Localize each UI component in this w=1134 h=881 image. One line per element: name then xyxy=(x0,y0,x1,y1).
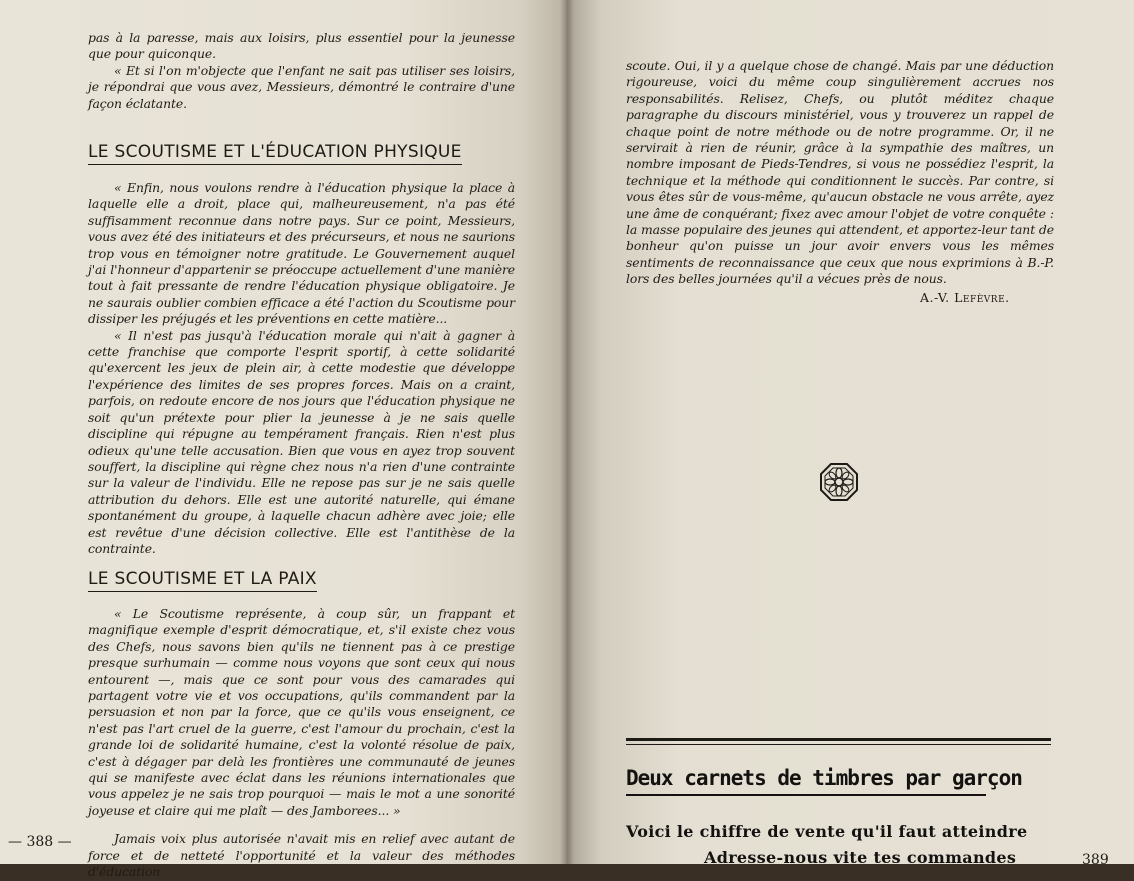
intro-paragraph-1: pas à la paresse, mais aux loisirs, plus essentiel pour la jeunesse que pour quiconque. xyxy=(88,30,515,62)
section2-paragraph-2: Jamais voix plus autorisée n'avait mis en relief avec autant de force et de netteté l'opportunité et la valeur des méthodes d'éducation xyxy=(88,831,515,880)
right-page xyxy=(567,0,1134,864)
ad-title: Deux carnets de timbres par garçon xyxy=(626,766,986,796)
ad-double-rule xyxy=(626,738,1051,745)
section1-text-block xyxy=(88,180,515,557)
left-page xyxy=(0,0,567,880)
right-paragraph: scoute. Oui, il y a quelque chose de changé. Mais par une déduction rigoureuse, voici du même coup singulièrement accrues nos responsabilités. Relisez, Chefs, ou plutôt méditez chaque paragraphe du discours ministériel, vous y trouverez un rappel de chaque point de notre méthode ou de notre programme. Or, il ne servirait à rien de réunir, grâce à la sympathie des maîtres, un nombre imposant de Pieds-Tendres, si vous ne possédiez l'esprit, la technique et la méthode qui conditionnent le succès. Par contre, si vous êtes sûr de vous-même, qu'aucun obstacle ne vous arrête, ayez une âme de conquérant; fixez avec amour l'objet de votre conquête : la masse populaire des jeunes qui attendent, et apportez-leur tant de bonheur qu'on puisse un jour avoir envers vous les mêmes sentiments de reconnaissance que ceux que nous exprimions à B.-P. lors des belles journées qu'il a vécues près de nous. xyxy=(626,58,1054,287)
section2-text-block xyxy=(88,606,515,881)
section-heading-paix: LE SCOUTISME ET LA PAIX xyxy=(88,569,317,592)
book-gutter-shadow xyxy=(560,0,574,864)
octagonal-rosette-ornament-icon xyxy=(819,462,859,502)
intro-paragraph-2: « Et si l'on m'objecte que l'enfant ne sait pas utiliser ses loisirs, je répondrai que vous avez, Messieurs, démontré le contraire d'une façon éclatante. xyxy=(88,62,515,111)
ad-line-1: Voici le chiffre de vente qu'il faut atteindre xyxy=(626,822,1028,841)
author-signature: A.-V. Lefèvre. xyxy=(920,290,1010,305)
section1-paragraph-2: « Il n'est pas jusqu'à l'éducation morale qui n'ait à gagner à cette franchise que comporte l'esprit sportif, à cette solidarité qu'exercent les jeux de plein air, à cette modestie que développe l'expérience des limites de ses propres forces. Mais on a craint, parfois, on redoute encore de nos jours que l'éducation physique ne soit qu'un prétexte pour plier la jeunesse à je ne sais quelle discipline qui répugne au tempérament français. Rien n'est plus odieux qu'une telle accusation. Bien que vous en ayez trop souvent souffert, la discipline qui règne chez nous n'a rien d'une contrainte sur la valeur de l'individu. Elle ne repose pas sur je ne sais quelle attribution du dehors. Elle est une autorité naturelle, qui émane spontanément du groupe, à laquelle chacun adhère avec joie; elle est revêtue d'une décision collective. Elle est l'antithèse de la contrainte. xyxy=(88,327,515,556)
ad-rule-thick xyxy=(626,738,1051,741)
left-page-number: — 388 — xyxy=(8,834,72,850)
ad-rule-thin xyxy=(626,744,1051,745)
section1-paragraph-1: « Enfin, nous voulons rendre à l'éducation physique la place à laquelle elle a droit, place qui, malheureusement, n'a pas été suffisamment reconnue dans notre pays. Sur ce point, Messieurs, vous avez été des initiateurs et des précurseurs, et nous ne saurions trop vous en témoigner notre gratitude. Le Gouvernement auquel j'ai l'honneur d'appartenir se préoccupe actuellement d'une manière tout à fait pressante de rendre l'éducation physique obligatoire. Je ne saurais oublier combien efficace a été l'action du Scoutisme pour dissiper les préjugés et les préventions en cette matière... xyxy=(88,180,515,327)
intro-text-block xyxy=(88,30,515,112)
right-page-number: 389 xyxy=(1082,852,1109,868)
section-heading-education-physique: LE SCOUTISME ET L'ÉDUCATION PHYSIQUE xyxy=(88,142,462,165)
right-text-block xyxy=(626,58,1054,288)
section2-paragraph-1: « Le Scoutisme représente, à coup sûr, un frappant et magnifique exemple d'esprit démocratique, et, s'il existe chez vous des Chefs, nous savons bien qu'ils ne tiennent pas à ce prestige presque surhumain — comme nous voyons que sont ceux qui nous entourent —, mais que ce sont pour vous des camarades qui partagent votre vie et vos occupations, qu'ils commandent par la persuasion et non par la force, que ce qu'ils vous enseignent, ce n'est pas l'art cruel de la guerre, c'est l'amour du prochain, c'est la grande loi de solidarité humaine, c'est la volonté résolue de paix, c'est à dégager par delà les frontières une communauté de jeunes qui se manifeste avec éclat dans les réunions internationales que vous appelez je ne sais trop pourquoi — mais le mot a une sonorité joyeuse et claire qui me plaît — des Jamborees... » xyxy=(88,606,515,818)
ad-line-2: Adresse-nous vite tes commandes xyxy=(704,848,1017,867)
